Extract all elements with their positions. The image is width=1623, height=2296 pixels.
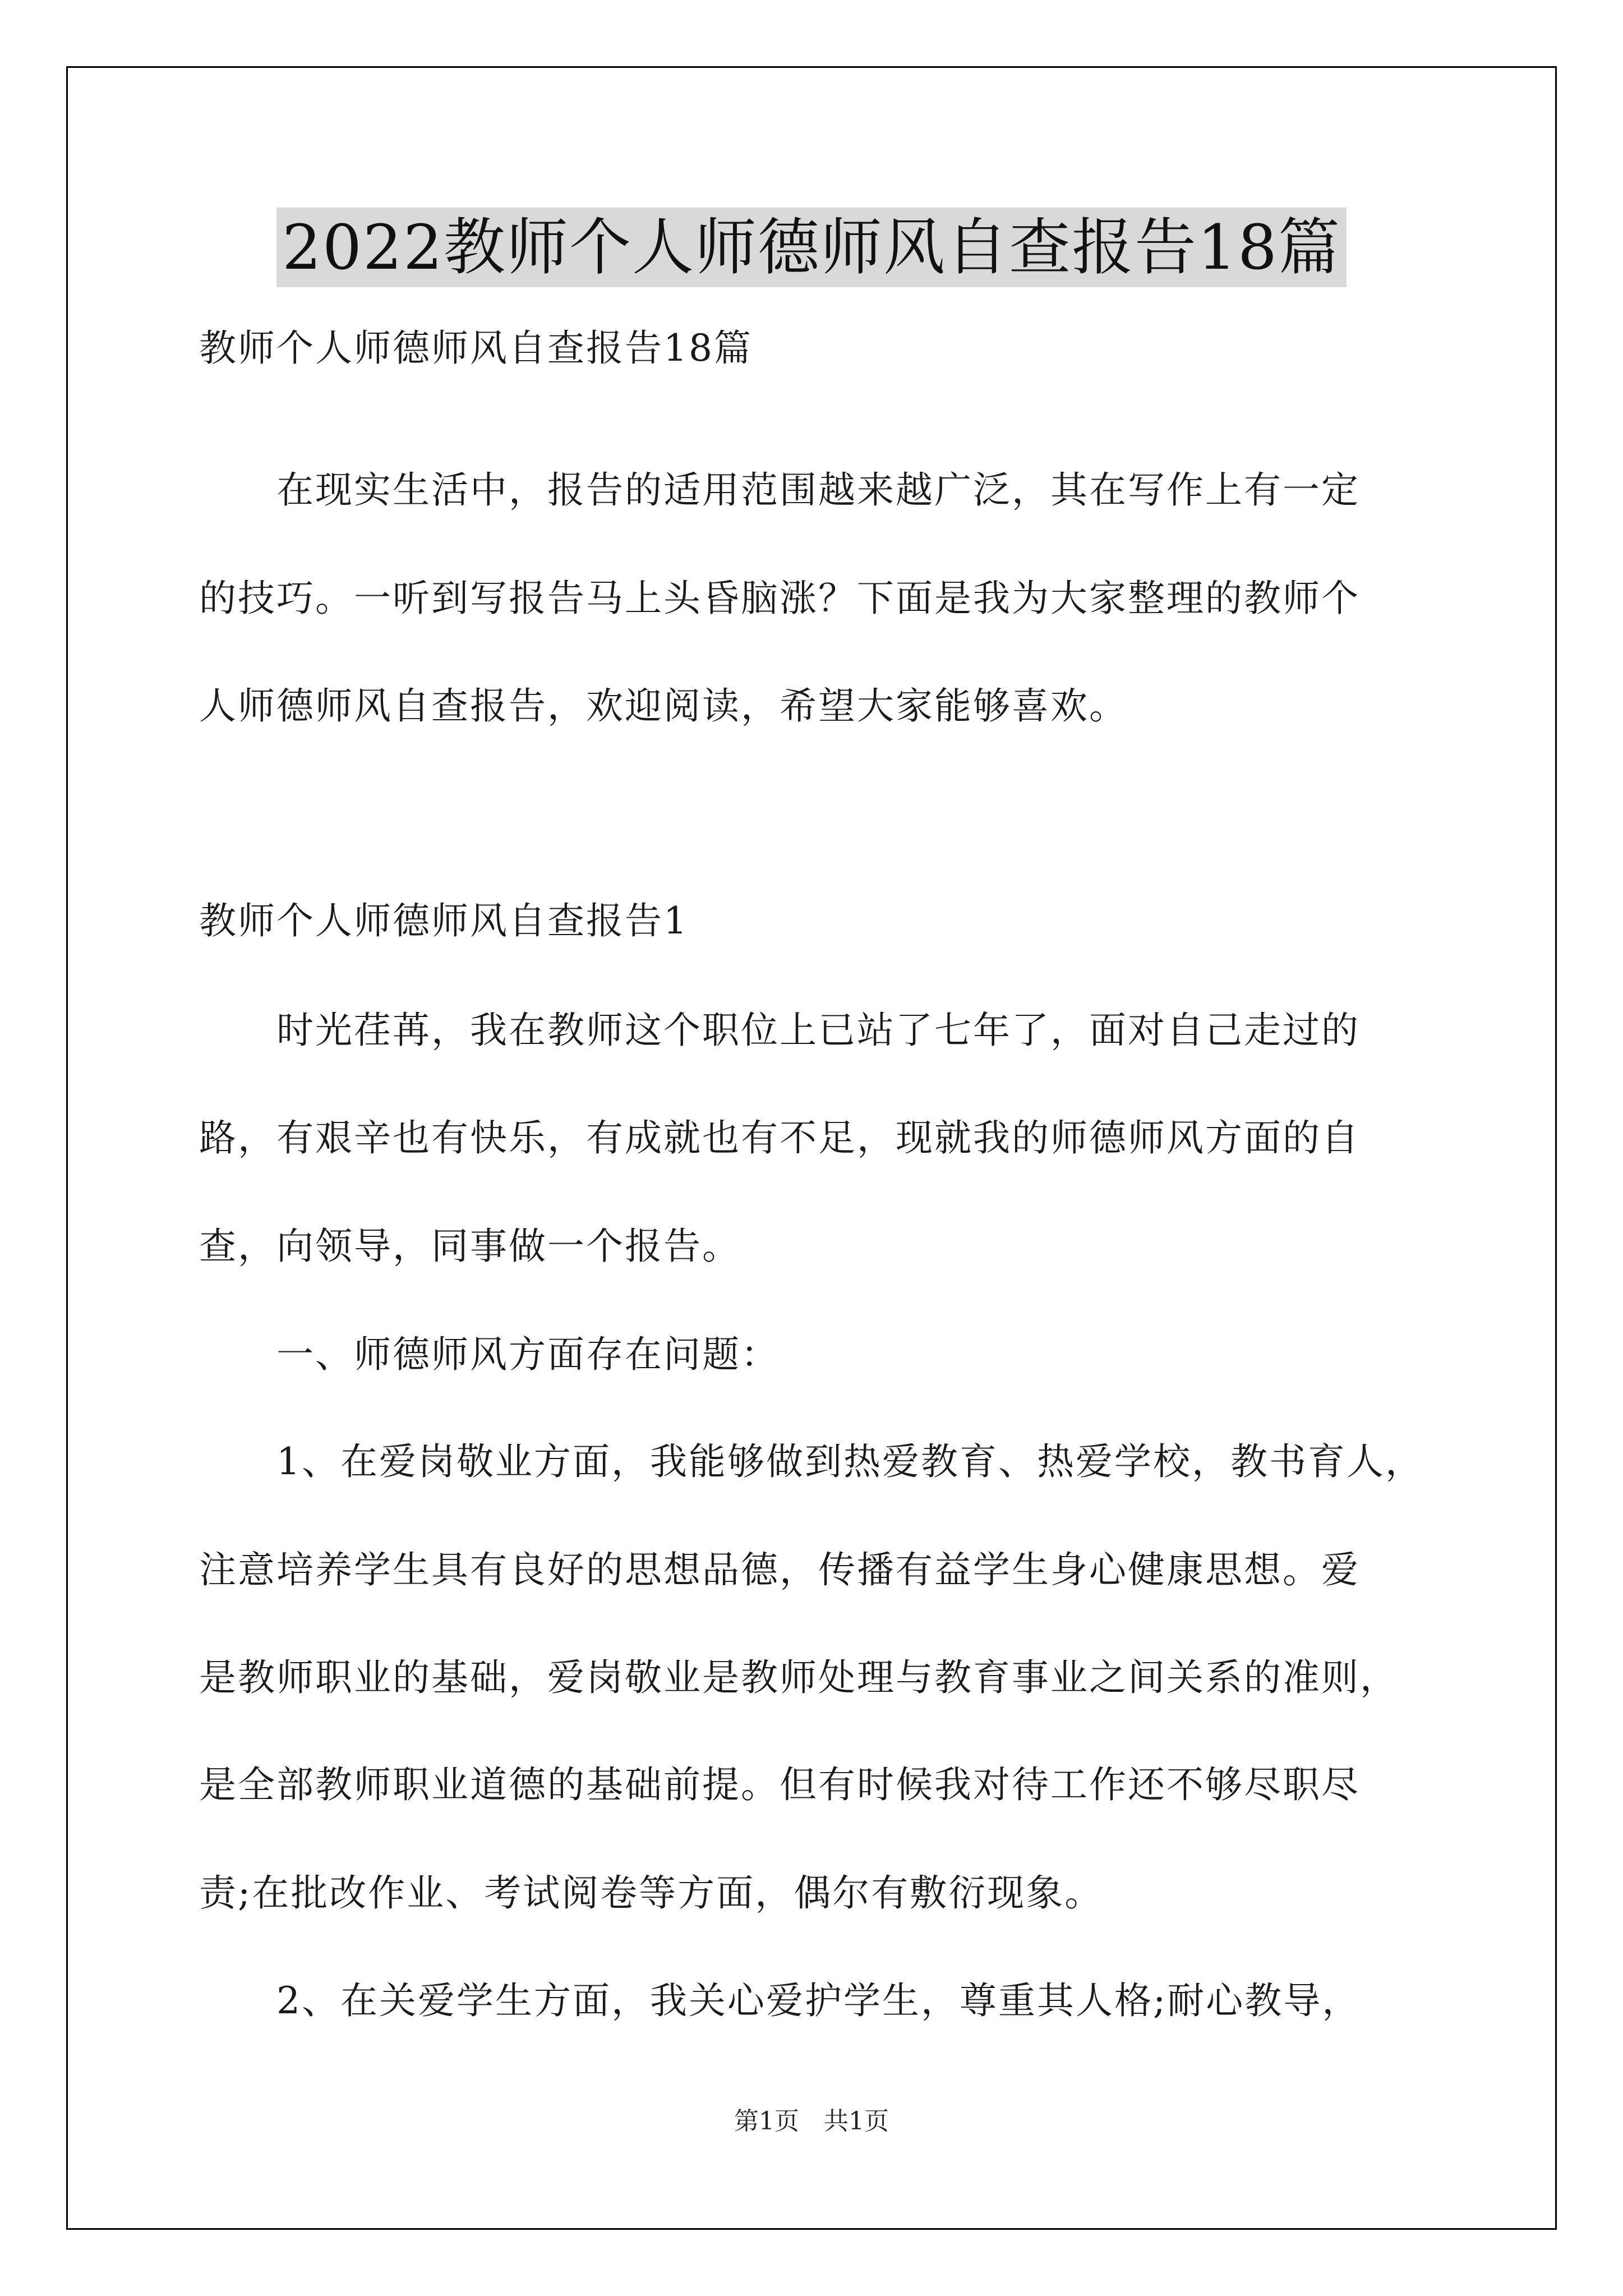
paragraph-line: 2、在关爱学生方面，我关心爱护学生，尊重其人格;耐心教导，	[199, 1979, 1361, 2022]
paragraph-line: 人师德师风自查报告，欢迎阅读，希望大家能够喜欢。	[199, 684, 1128, 728]
paragraph-line: 的技巧。一听到写报告马上头昏脑涨？下面是我为大家整理的教师个	[199, 577, 1360, 620]
section-heading: 教师个人师德师风自查报告1	[199, 899, 689, 942]
document-title: 2022教师个人师德师风自查报告18篇	[276, 208, 1347, 287]
paragraph-line: 一、师德师风方面存在问题：	[199, 1333, 780, 1376]
paragraph-line: 时光荏苒，我在教师这个职位上已站了七年了，面对自己走过的	[199, 1009, 1360, 1052]
paragraph-line: 查，向领导，同事做一个报告。	[199, 1225, 741, 1268]
subtitle-line: 教师个人师德师风自查报告18篇	[199, 326, 753, 370]
title-container	[0, 208, 1623, 287]
paragraph-line: 1、在爱岗敬业方面，我能够做到热爱教育、热爱学校，教书育人，	[199, 1440, 1424, 1483]
paragraph-line: 注意培养学生具有良好的思想品德，传播有益学生身心健康思想。爱	[199, 1548, 1360, 1591]
paragraph-line: 是全部教师职业道德的基础前提。但有时候我对待工作还不够尽职尽	[199, 1763, 1360, 1806]
paragraph-line: 责;在批改作业、考试阅卷等方面，偶尔有敷衍现象。	[199, 1871, 1104, 1915]
paragraph-line: 路，有艰辛也有快乐，有成就也有不足，现就我的师德师风方面的自	[199, 1116, 1360, 1159]
page-footer: 第1页 共1页	[734, 2107, 889, 2136]
paragraph-line: 是教师职业的基础，爱岗敬业是教师处理与教育事业之间关系的准则，	[199, 1656, 1399, 1699]
paragraph-line: 在现实生活中，报告的适用范围越来越广泛，其在写作上有一定	[199, 468, 1360, 512]
